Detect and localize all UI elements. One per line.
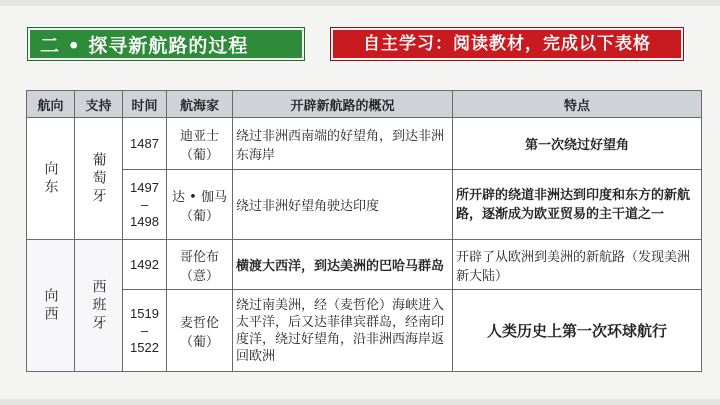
- feature-cell: 所开辟的绕道非洲达到印度和东方的新航路，逐渐成为欧亚贸易的主干道之一: [453, 170, 702, 240]
- navigator-cell: 迪亚士（葡）: [167, 118, 233, 170]
- feature-cell: 第一次绕过好望角: [453, 118, 702, 170]
- time-cell: [123, 290, 167, 372]
- routes-table: [26, 90, 702, 372]
- overview-cell: 绕过非洲西南端的好望角，到达非洲东海岸: [233, 118, 453, 170]
- time-dash: –: [140, 323, 149, 338]
- col-header-support: 支持: [75, 91, 123, 118]
- table-header-row: [27, 91, 702, 118]
- feature-cell: 开辟了从欧洲到美洲的新航路（发现美洲新大陆）: [453, 240, 702, 290]
- overview-cell: 绕过非洲好望角驶达印度: [233, 170, 453, 240]
- navigator-nation: （葡）: [179, 208, 219, 224]
- col-header-navigator: 航海家: [167, 91, 233, 118]
- direction-west: 向西: [42, 287, 59, 324]
- direction-west-cell: [27, 240, 75, 372]
- time-cell: 1492: [123, 240, 167, 290]
- col-header-feature: 特点: [453, 91, 702, 118]
- task-banner: 自主学习：阅读教材，完成以下表格: [331, 28, 683, 60]
- section-title: 二 • 探寻新航路的过程: [28, 28, 304, 60]
- support-portugal: 葡萄牙: [90, 151, 107, 206]
- col-header-overview: 开辟新航路的概况: [233, 91, 453, 118]
- col-header-time: 时间: [123, 91, 167, 118]
- table-row: [27, 118, 702, 170]
- top-edge: [0, 0, 720, 6]
- time-end: 1498: [130, 214, 159, 229]
- col-header-direction: 航向: [27, 91, 75, 118]
- time-dash: –: [140, 197, 149, 212]
- time-cell: [123, 170, 167, 240]
- bottom-edge: [0, 399, 720, 405]
- support-spain-cell: [75, 240, 123, 372]
- direction-east-cell: [27, 118, 75, 240]
- direction-east: 向东: [42, 160, 59, 197]
- table-row: [27, 290, 702, 372]
- time-end: 1522: [130, 340, 159, 355]
- time-start: 1519: [130, 306, 159, 321]
- table-row: [27, 170, 702, 240]
- overview-cell: 绕过南美洲，经（麦哲伦）海峡进入太平洋，后又达菲律宾群岛，经南印度洋，绕过好望角，沿非洲西海岸返回欧洲: [233, 290, 453, 372]
- support-portugal-cell: [75, 118, 123, 240]
- navigator-name: 达 • 伽马: [172, 189, 227, 205]
- navigator-cell: [167, 170, 233, 240]
- support-spain: 西班牙: [90, 278, 107, 333]
- time-start: 1497: [130, 180, 159, 195]
- navigator-cell: 麦哲伦（葡）: [167, 290, 233, 372]
- time-cell: 1487: [123, 118, 167, 170]
- feature-cell: 人类历史上第一次环球航行: [453, 290, 702, 372]
- overview-cell: 横渡大西洋，到达美洲的巴哈马群岛: [233, 240, 453, 290]
- table-row: [27, 240, 702, 290]
- navigator-cell: 哥伦布（意）: [167, 240, 233, 290]
